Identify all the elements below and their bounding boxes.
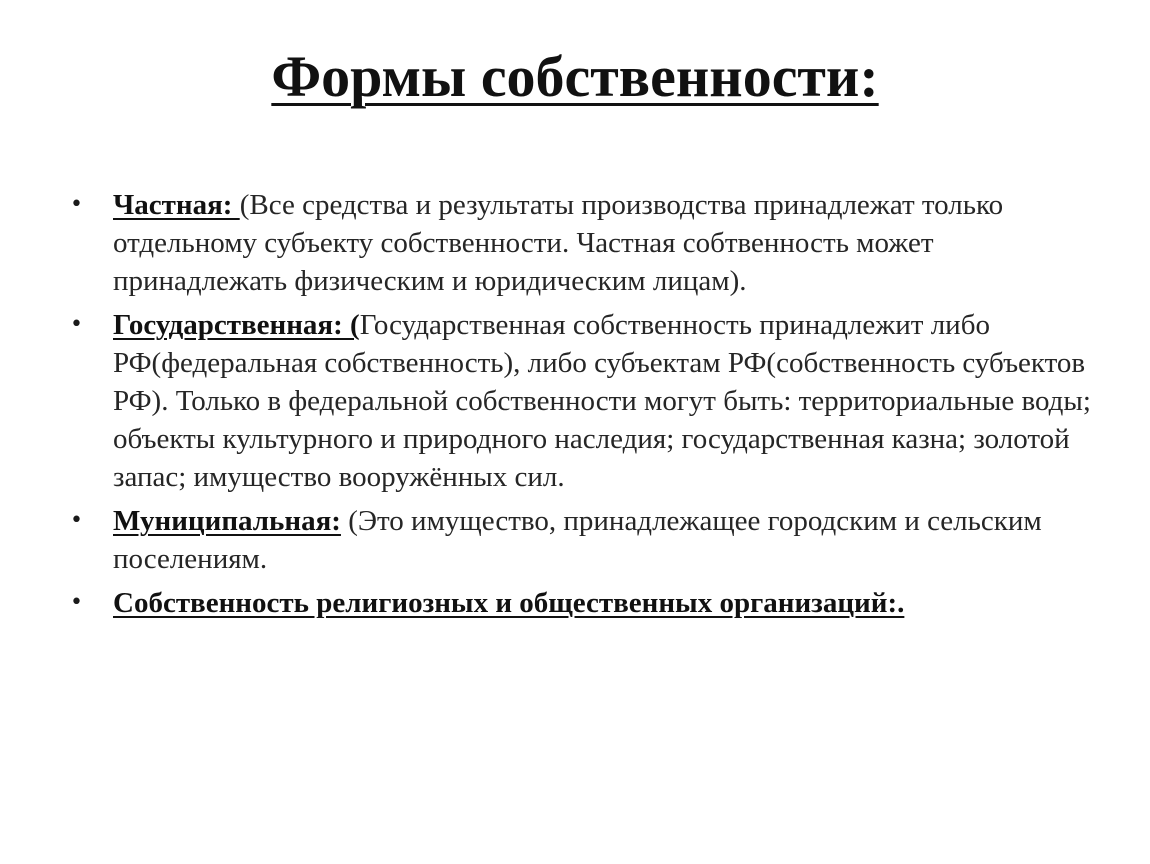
ownership-forms-list [70, 186, 1110, 628]
list-item-private [70, 186, 1110, 300]
bullet-icon: • [70, 192, 83, 217]
bullet-icon: • [70, 590, 83, 615]
item-term: Собственность религиозных и общественных организаций:. [113, 587, 905, 619]
slide-title [0, 42, 1150, 112]
bullet-icon: • [70, 508, 83, 533]
list-item-municipal [70, 502, 1110, 578]
bullet-icon: • [70, 312, 83, 337]
slide-title-text: Формы собственности: [271, 44, 879, 109]
item-description: (Все средства и результаты производства принадлежат только отдельному субъекту собственности. Частная собтвенность может принадлежать физическим и юридическим лицам). [113, 189, 1004, 297]
item-term: Частная: [113, 189, 240, 221]
list-item-religious-public [70, 584, 1110, 622]
item-description: Государственная собственность принадлежит либо РФ(федеральная собственность), либо субъектам РФ(собственность субъектов РФ). Только в федеральной собственности могут быть: территориальные воды; объекты культурного и природного наследия; государственная казна; золотой запас; имущество вооружённых сил. [113, 309, 1091, 493]
item-term: Государственная: ( [113, 309, 360, 341]
item-description: (Это имущество, принадлежащее городским и сельским поселениям. [113, 505, 1042, 575]
list-item-state [70, 306, 1110, 496]
item-term: Муниципальная: [113, 505, 341, 537]
